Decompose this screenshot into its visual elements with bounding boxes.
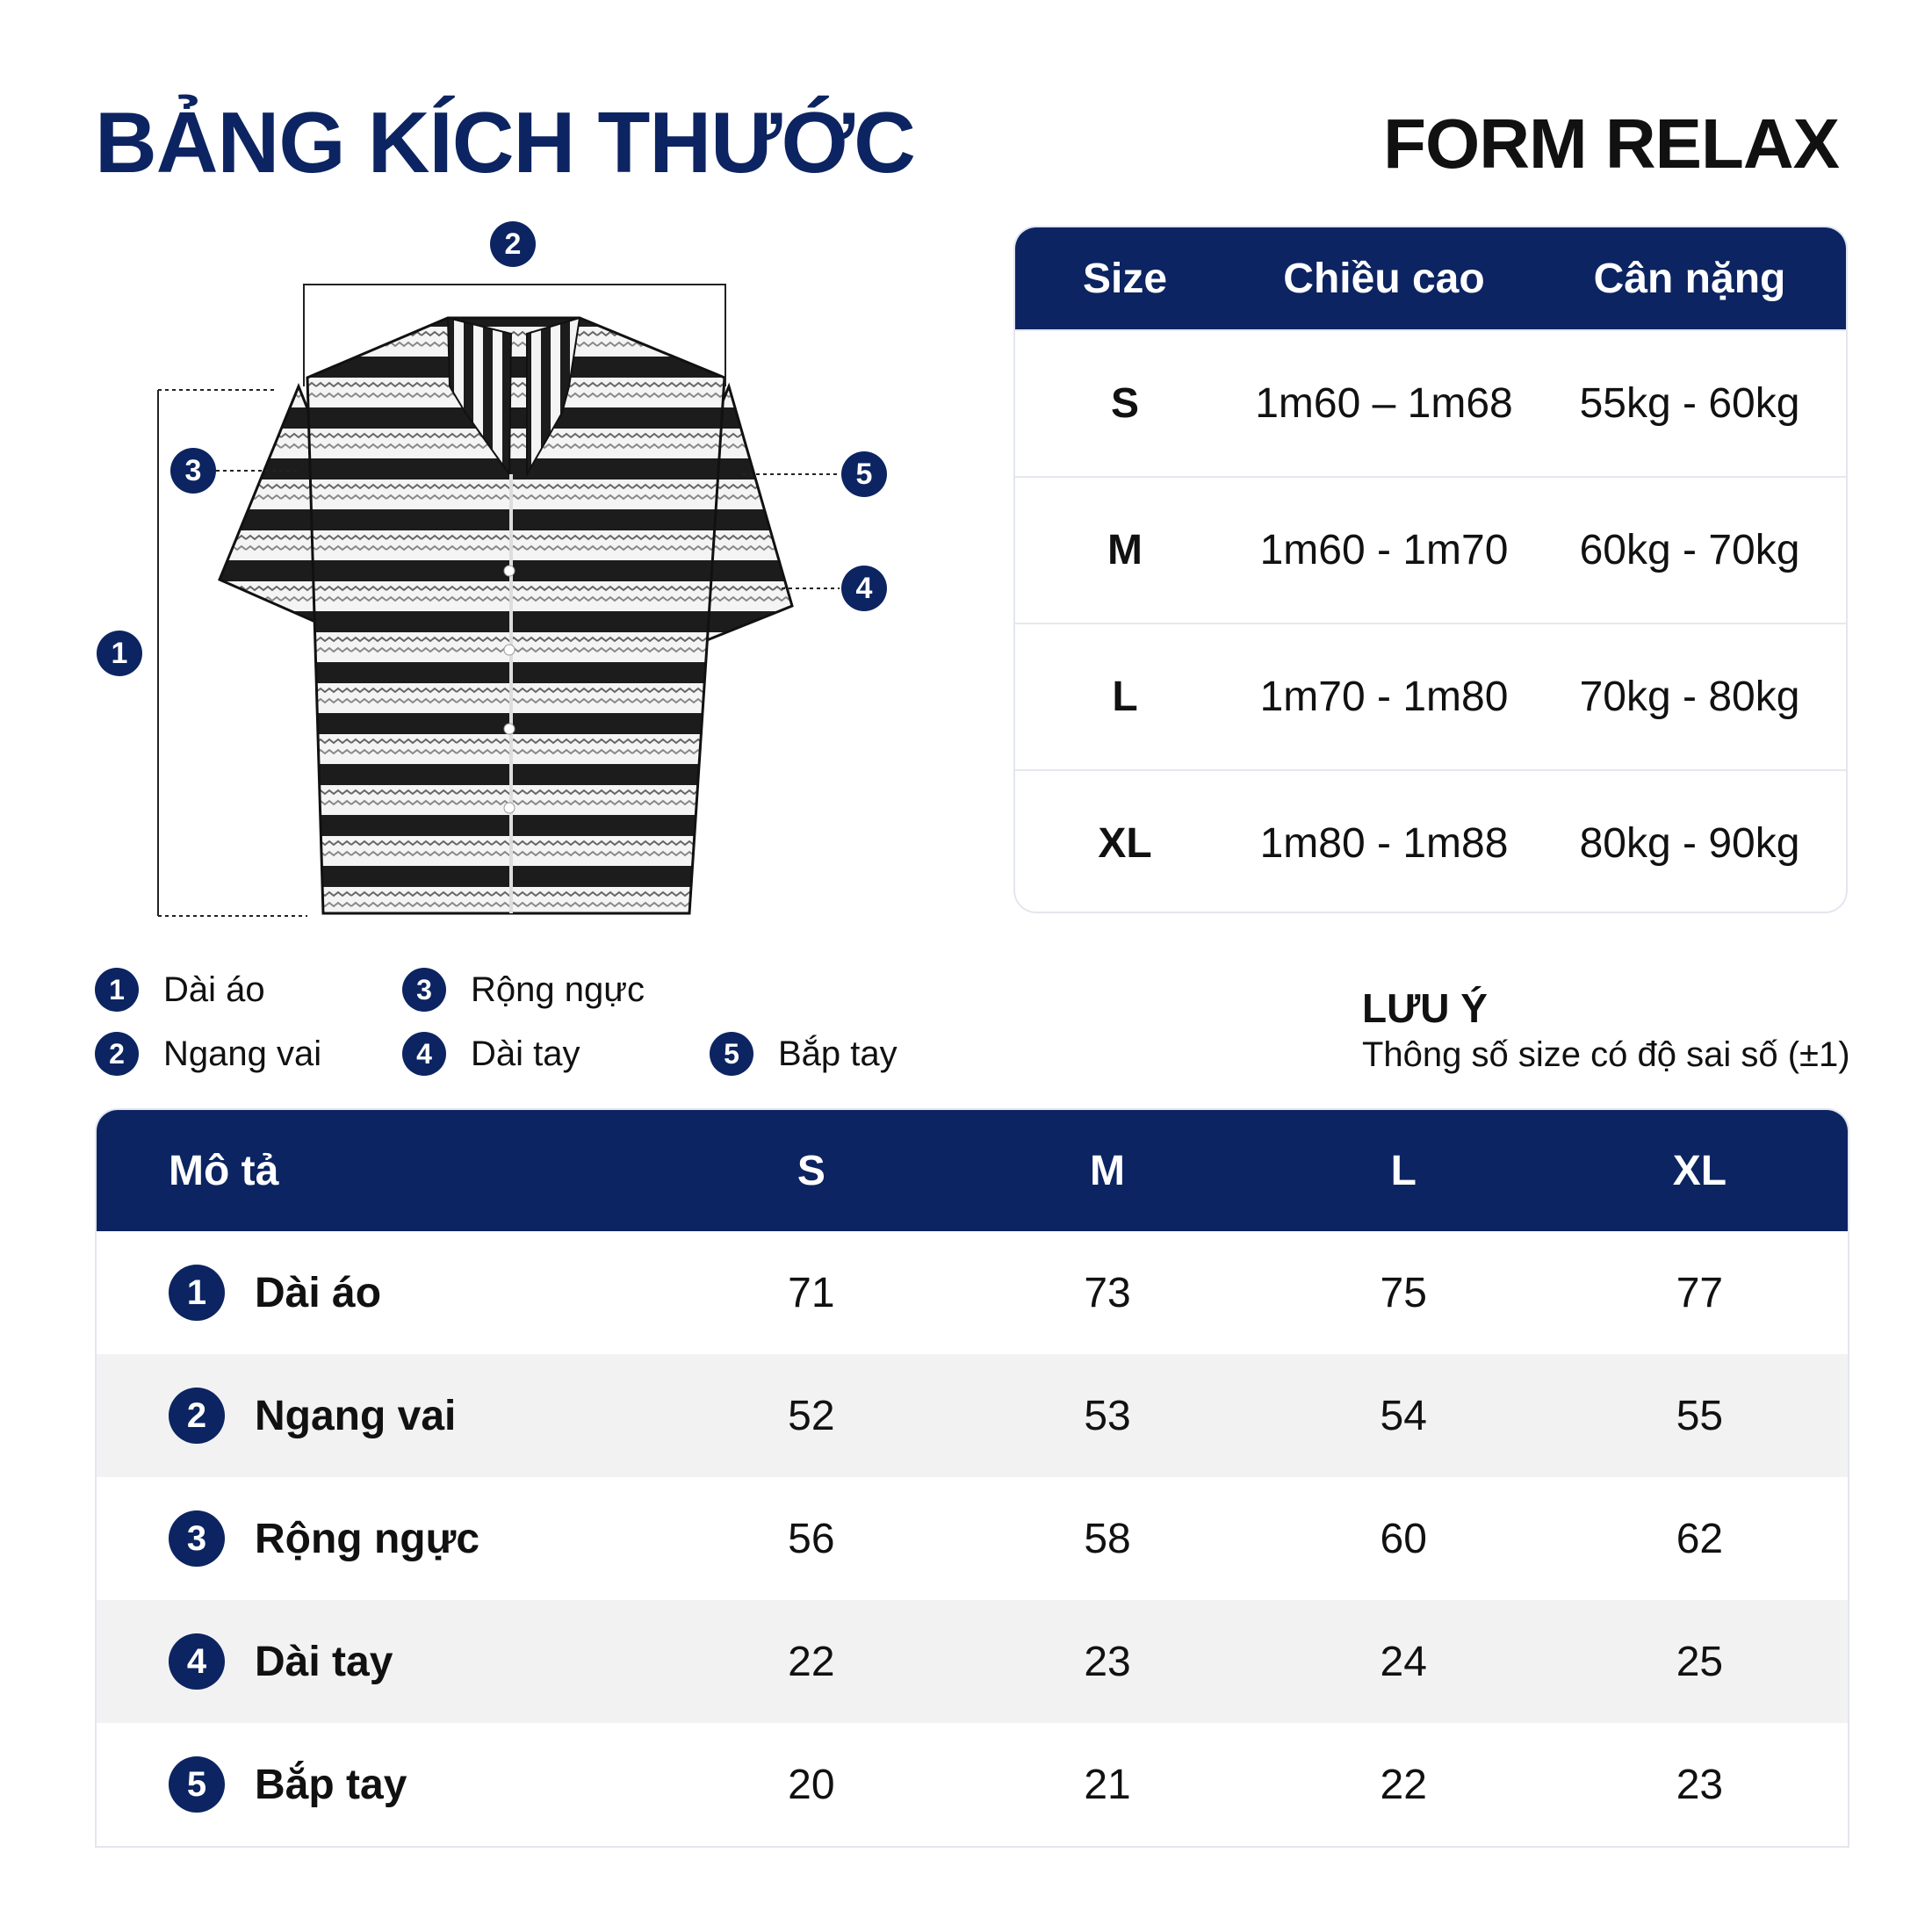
row-badge: 3: [169, 1510, 225, 1567]
legend-label: Rộng ngực: [471, 970, 645, 1009]
value-cell: 20: [788, 1761, 835, 1808]
value-cell: 24: [1380, 1638, 1427, 1685]
marker-3-badge: 3: [170, 448, 216, 494]
row-label: Rộng ngực: [255, 1515, 480, 1562]
legend-badge: 4: [402, 1032, 446, 1076]
page-title: BẢNG KÍCH THƯỚC: [95, 94, 915, 191]
row-description: [97, 1633, 663, 1690]
header-xl: XL: [1672, 1147, 1727, 1194]
legend-label: Dài tay: [471, 1034, 580, 1073]
value-cell: 53: [1084, 1392, 1131, 1439]
table-row: [1015, 476, 1846, 623]
value-cell: 75: [1380, 1269, 1427, 1316]
striped-shirt-illustration: [0, 0, 966, 948]
legend-label: Dài áo: [163, 970, 265, 1009]
row-badge: 4: [169, 1633, 225, 1690]
size-cell: S: [1110, 380, 1139, 427]
legend-item: [95, 968, 265, 1012]
value-cell: 22: [788, 1638, 835, 1685]
value-cell: 54: [1380, 1392, 1427, 1439]
row-description: [97, 1388, 663, 1444]
header-weight: Cân nặng: [1593, 255, 1786, 302]
legend-label: Bắp tay: [778, 1034, 898, 1073]
row-description: [97, 1756, 663, 1813]
header-description: Mô tả: [169, 1147, 279, 1194]
row-badge: 2: [169, 1388, 225, 1444]
legend-badge: 5: [710, 1032, 753, 1076]
value-cell: 71: [788, 1269, 835, 1316]
table-row: [97, 1354, 1848, 1477]
table-row: [97, 1600, 1848, 1723]
height-cell: 1m60 - 1m70: [1259, 527, 1509, 573]
legend-item: [402, 1032, 580, 1076]
table-row: [1015, 329, 1846, 476]
header-size: Size: [1082, 255, 1168, 302]
row-label: Bắp tay: [255, 1761, 407, 1808]
value-cell: 58: [1084, 1515, 1131, 1562]
marker-5-badge: 5: [841, 451, 887, 497]
value-cell: 23: [1084, 1638, 1131, 1685]
table-row: [1015, 623, 1846, 769]
value-cell: 21: [1084, 1761, 1131, 1808]
legend-item: [95, 1032, 321, 1076]
value-cell: 56: [788, 1515, 835, 1562]
weight-cell: 70kg - 80kg: [1579, 674, 1800, 720]
size-cell: M: [1107, 527, 1143, 573]
row-label: Dài tay: [255, 1638, 393, 1685]
value-cell: 60: [1380, 1515, 1427, 1562]
note-title: LƯU Ý: [1362, 985, 1488, 1031]
form-title: FORM RELAX: [1383, 105, 1839, 183]
value-cell: 25: [1676, 1638, 1724, 1685]
size-table-header: [1015, 227, 1846, 329]
height-cell: 1m70 - 1m80: [1259, 674, 1509, 720]
height-cell: 1m60 – 1m68: [1255, 380, 1513, 427]
legend-badge: 3: [402, 968, 446, 1012]
value-cell: 77: [1676, 1269, 1724, 1316]
height-cell: 1m80 - 1m88: [1259, 820, 1509, 867]
value-cell: 55: [1676, 1392, 1724, 1439]
table-row: [97, 1723, 1848, 1846]
legend-badge: 2: [95, 1032, 139, 1076]
row-badge: 5: [169, 1756, 225, 1813]
value-cell: 23: [1676, 1761, 1724, 1808]
value-cell: 22: [1380, 1761, 1427, 1808]
row-label: Dài áo: [255, 1269, 382, 1316]
header-l: L: [1390, 1147, 1417, 1194]
marker-1-badge: 1: [97, 631, 142, 676]
marker-2-badge: 2: [490, 221, 536, 267]
weight-cell: 60kg - 70kg: [1579, 527, 1800, 573]
header-height: Chiều cao: [1283, 255, 1485, 302]
weight-cell: 55kg - 60kg: [1579, 380, 1800, 427]
measurement-table: [95, 1108, 1849, 1848]
size-cell: XL: [1098, 820, 1152, 867]
legend-label: Ngang vai: [163, 1034, 322, 1073]
value-cell: 62: [1676, 1515, 1724, 1562]
size-table: [1013, 226, 1848, 913]
legend-item: [710, 1032, 898, 1076]
measurement-table-header: [97, 1110, 1848, 1231]
note-text: Thông số size có độ sai số (±1): [1362, 1035, 1850, 1074]
value-cell: 73: [1084, 1269, 1131, 1316]
legend-badge: 1: [95, 968, 139, 1012]
table-row: [97, 1477, 1848, 1600]
weight-cell: 80kg - 90kg: [1579, 820, 1800, 867]
row-description: [97, 1510, 663, 1567]
table-row: [1015, 769, 1846, 913]
row-badge: 1: [169, 1265, 225, 1321]
table-row: [97, 1231, 1848, 1354]
legend-item: [402, 968, 645, 1012]
row-label: Ngang vai: [255, 1392, 457, 1439]
size-cell: L: [1112, 674, 1138, 720]
header-m: M: [1090, 1147, 1126, 1194]
header-s: S: [797, 1147, 825, 1194]
row-description: [97, 1265, 663, 1321]
value-cell: 52: [788, 1392, 835, 1439]
marker-4-badge: 4: [841, 566, 887, 611]
